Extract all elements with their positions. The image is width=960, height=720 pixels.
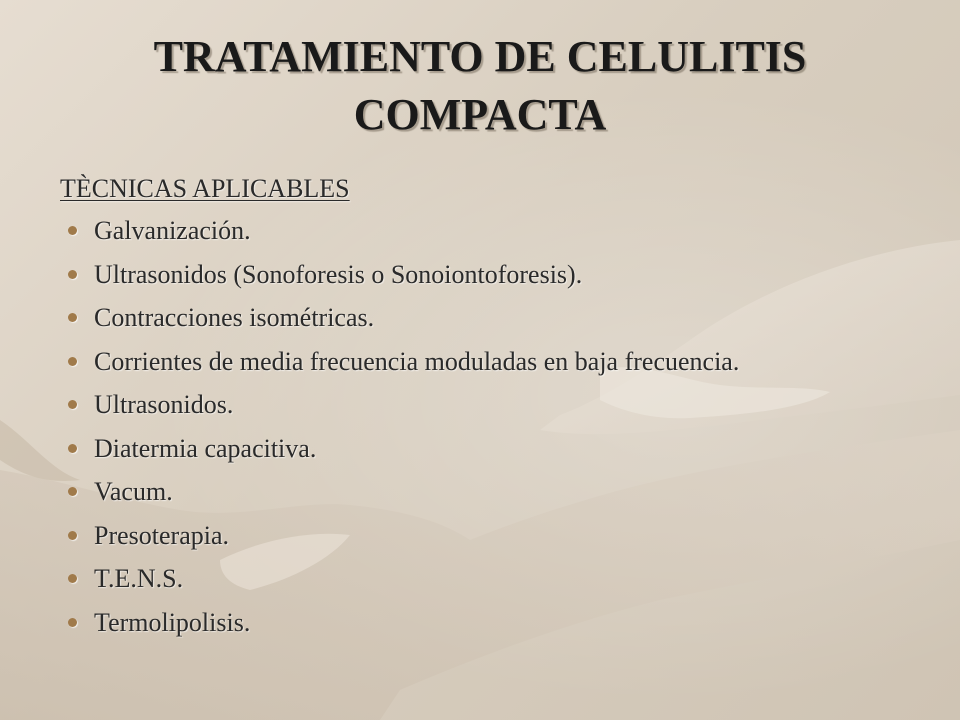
- list-item-text: Presoterapia.: [94, 520, 230, 550]
- section-subheading: TÈCNICAS APLICABLES: [60, 174, 350, 203]
- list-item-text: Diatermia capacitiva.: [94, 433, 317, 463]
- round-bullet-icon: [68, 226, 77, 235]
- round-bullet-icon: [68, 487, 77, 496]
- list-item-text: Corrientes de media frecuencia moduladas en baja frecuencia.: [94, 346, 740, 376]
- list-item: [60, 388, 920, 432]
- round-bullet-icon: [68, 574, 77, 583]
- list-item-text: Ultrasonidos.: [94, 390, 234, 419]
- list-item-text: Termolipolisis.: [94, 607, 251, 637]
- round-bullet-icon: [68, 444, 77, 453]
- list-item: [60, 214, 920, 258]
- list-item-text: T.E.N.S.: [94, 564, 184, 593]
- round-bullet-icon: [68, 618, 77, 627]
- round-bullet-icon: [68, 270, 77, 279]
- list-item-text: Vacum.: [94, 477, 173, 506]
- round-bullet-icon: [68, 531, 77, 540]
- list-item-text: Contracciones isométricas.: [94, 303, 375, 332]
- round-bullet-icon: [68, 400, 77, 409]
- techniques-list: [60, 214, 920, 649]
- round-bullet-icon: [68, 313, 77, 322]
- list-item: [60, 345, 920, 389]
- list-item: [60, 562, 920, 606]
- list-item: [60, 475, 920, 519]
- list-item: [60, 606, 920, 650]
- list-item: [60, 519, 920, 563]
- list-item-text: Ultrasonidos (Sonoforesis o Sonoiontoforesis).: [94, 259, 583, 289]
- round-bullet-icon: [68, 357, 77, 366]
- list-item-text: Galvanización.: [94, 216, 251, 245]
- slide-title: TRATAMIENTO DE CELULITIS COMPACTA: [153, 32, 807, 139]
- list-item: [60, 258, 920, 302]
- list-item: [60, 301, 920, 345]
- list-item: [60, 432, 920, 476]
